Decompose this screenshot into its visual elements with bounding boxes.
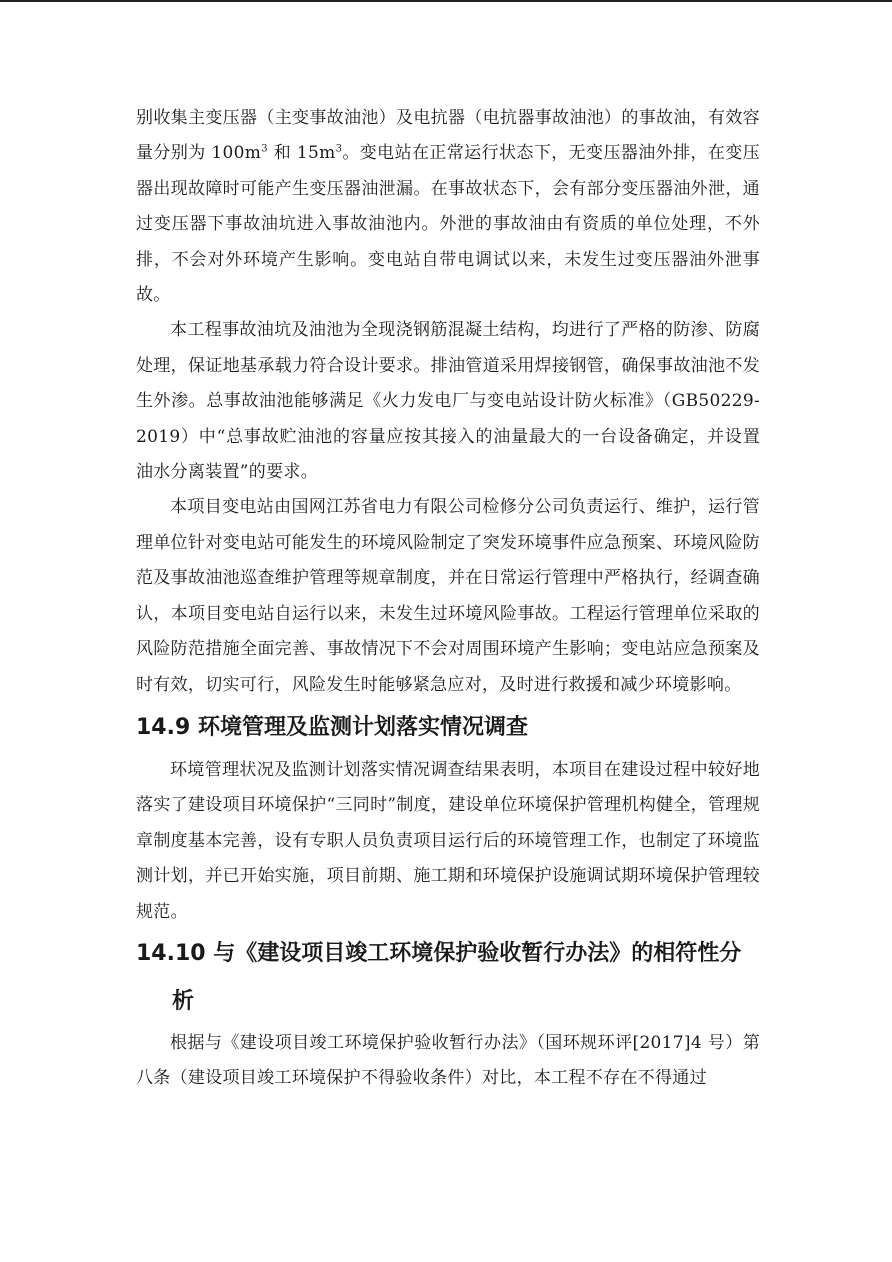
para1-text-c: 。变电站在正常运行状态下，无变压器油外排，在变压器出现故障时可能产生变压器油泄漏。在事故状态下，会有部分变压器油外泄，通过变压器下事故油坑进入事故油池内。外泄的事故油由有资质的单位处理，不外排，不会对外环境产生影响。变电站自带电调试以来，未发生过变压器油外泄事故。 (136, 143, 761, 306)
document-body (136, 101, 760, 1097)
paragraph-acceptance-comparison: 根据与《建设项目竣工环境保护验收暂行办法》（国环规环评[2017]4 号）第八条（建设项目竣工环境保护不得验收条件）对比，本工程不存在不得通过 (136, 1032, 760, 1089)
paragraph-oil-pit-structure: 本工程事故油坑及油池为全现浇钢筋混凝土结构，均进行了严格的防渗、防腐处理，保证地基承载力符合设计要求。排油管道采用焊接钢管，确保事故油池不发生外渗。总事故油池能够满足《火力发电厂与变电站设计防火标准》（GB50229-2019）中“总事故贮油池的容量应按其接入的油量最大的一台设备确定，并设置油水分离装置”的要求。 (136, 320, 760, 483)
superscript-3: 3 (261, 143, 268, 155)
para1-text-a: 别收集主变压器（主变事故油池）及电抗器（电抗器事故油池）的事故油，有效容量分别为 100m (136, 108, 760, 164)
paragraph-env-management: 环境管理状况及监测计划落实情况调查结果表明，本项目在建设过程中较好地落实了建设项目环境保护“三同时”制度，建设单位环境保护管理机构健全，管理规章制度基本完善，设有专职人员负责项目运行后的环境管理工作，也制定了环境监测计划，并已开始实施，项目前期、施工期和环境保护设施调试期环境保护管理较规范。 (136, 759, 760, 922)
section-heading-14-10: 14.10 与《建设项目竣工环境保护验收暂行办法》的相符性分析 (136, 940, 742, 1014)
paragraph-accident-oil (136, 101, 760, 313)
section-heading-14-9: 14.9 环境管理及监测计划落实情况调查 (136, 714, 528, 740)
page-top-rule (0, 0, 892, 2)
para1-text-b: 和 15m (267, 143, 336, 164)
superscript-3: 3 (335, 143, 343, 155)
paragraph-risk-management: 本项目变电站由国网江苏省电力有限公司检修分公司负责运行、维护，运行管理单位针对变电站可能发生的环境风险制定了突发环境事件应急预案、环境风险防范及事故油池巡查维护管理等规章制度，并在日常运行管理中严格执行，经调查确认，本项目变电站自运行以来，未发生过环境风险事故。工程运行管理单位采取的风险防范措施全面完善、事故情况下不会对周围环境产生影响；变电站应急预案及时有效，切实可行，风险发生时能够紧急应对，及时进行救援和减少环境影响。 (136, 497, 760, 695)
